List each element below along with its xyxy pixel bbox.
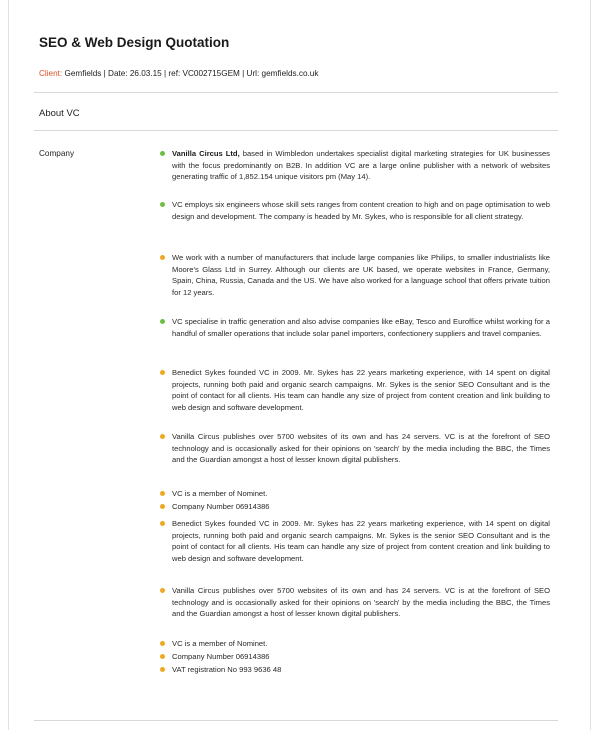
divider [34, 130, 558, 131]
item-text: Company Number 06914386 [172, 652, 270, 661]
bullet-dot [160, 202, 165, 207]
bullet-dot [160, 151, 165, 156]
list-item [160, 252, 550, 298]
item-text: VC specialise in traffic generation and also advise companies like eBay, Tesco and Euroffice whilst working for a handful of smaller operations that include solar panel importers, confectionery suppliers and travel companies. [172, 317, 550, 338]
bullet-dot [160, 370, 165, 375]
list-item [160, 638, 550, 650]
bullet-dot [160, 491, 165, 496]
bullet-dot [160, 641, 165, 646]
list-item [160, 501, 550, 513]
list-item [160, 488, 550, 500]
row-label-company: Company [39, 149, 75, 158]
item-text: Benedict Sykes founded VC in 2009. Mr. Sykes has 22 years marketing experience, with 14 spent on digital projects, running both paid and organic search campaigns. Mr. Sykes is the senior SEO Consultant and is the point of contact for all clients. His team can handle any size of project from content creation and link building to web design and software development. [172, 519, 550, 563]
list-item [160, 585, 550, 620]
list-item [160, 651, 550, 663]
item-text: Vanilla Circus publishes over 5700 websites of its own and has 24 servers. VC is at the forefront of SEO technology and is occasionally asked for their opinions on 'search' by the media including the BBC, the Times and the Guardian amongst a host of lesser known digital publishers. [172, 432, 550, 465]
divider [34, 92, 558, 93]
item-text: VC is a member of Nominet. [172, 639, 268, 648]
bullet-dot [160, 521, 165, 526]
bullet-dot [160, 255, 165, 260]
bullet-dot [160, 434, 165, 439]
item-text [172, 148, 550, 183]
item-text: VC is a member of Nominet. [172, 489, 268, 498]
bullet-dot [160, 504, 165, 509]
list-item [160, 148, 550, 183]
divider [34, 720, 558, 721]
document-title: SEO & Web Design Quotation [39, 35, 230, 50]
bullet-dot [160, 588, 165, 593]
item-text: Vanilla Circus publishes over 5700 websites of its own and has 24 servers. VC is at the forefront of SEO technology and is occasionally asked for their opinions on 'search' by the media including the BBC, the Times and the Guardian amongst a host of lesser known digital publishers. [172, 586, 550, 619]
section-heading: About VC [39, 108, 80, 119]
meta-details: Gemfields | Date: 26.03.15 | ref: VC002715GEM | Url: gemfields.co.uk [62, 69, 319, 78]
item-text: Company Number 06914386 [172, 502, 270, 511]
list-item [160, 316, 550, 339]
bullet-dot [160, 654, 165, 659]
bullet-dot [160, 319, 165, 324]
item-text: We work with a number of manufacturers that include large companies like Philips, to smaller industrialists like Moore's Glass Ltd in Surrey. Although our clients are UK based, we operate websites in France, Germany, Spain, China, Russia, Canada and the US. We have also worked for a language school that offers private tuition for 12 years. [172, 253, 550, 297]
list-item [160, 431, 550, 466]
item-text: Benedict Sykes founded VC in 2009. Mr. Sykes has 22 years marketing experience, with 14 spent on digital projects, running both paid and organic search campaigns. Mr. Sykes is the senior SEO Consultant and is the point of contact for all clients. His team can handle any size of project from content creation and link building to web design and software development. [172, 368, 550, 412]
list-item [160, 367, 550, 413]
item-text: VC employs six engineers whose skill sets ranges from content creation to high and on page optimisation to web design and development. The company is headed by Mr. Sykes, who is responsible for all client strategy. [172, 200, 550, 221]
item-body: based in Wimbledon undertakes specialist digital marketing strategies for UK businesses with the focus predominantly on B2B. In addition VC are a large online publisher with a network of websites generating traffic of 1,852.154 unique visitors pm (May 14). [172, 149, 550, 182]
list-item [160, 664, 550, 676]
item-text: VAT registration No 993 9636 48 [172, 665, 282, 674]
list-item [160, 199, 550, 222]
list-item [160, 518, 550, 564]
client-label: Client: [39, 69, 63, 78]
item-bold: Vanilla Circus Ltd, [172, 149, 240, 158]
document-meta [39, 69, 318, 78]
bullet-dot [160, 667, 165, 672]
page-border [8, 0, 591, 730]
